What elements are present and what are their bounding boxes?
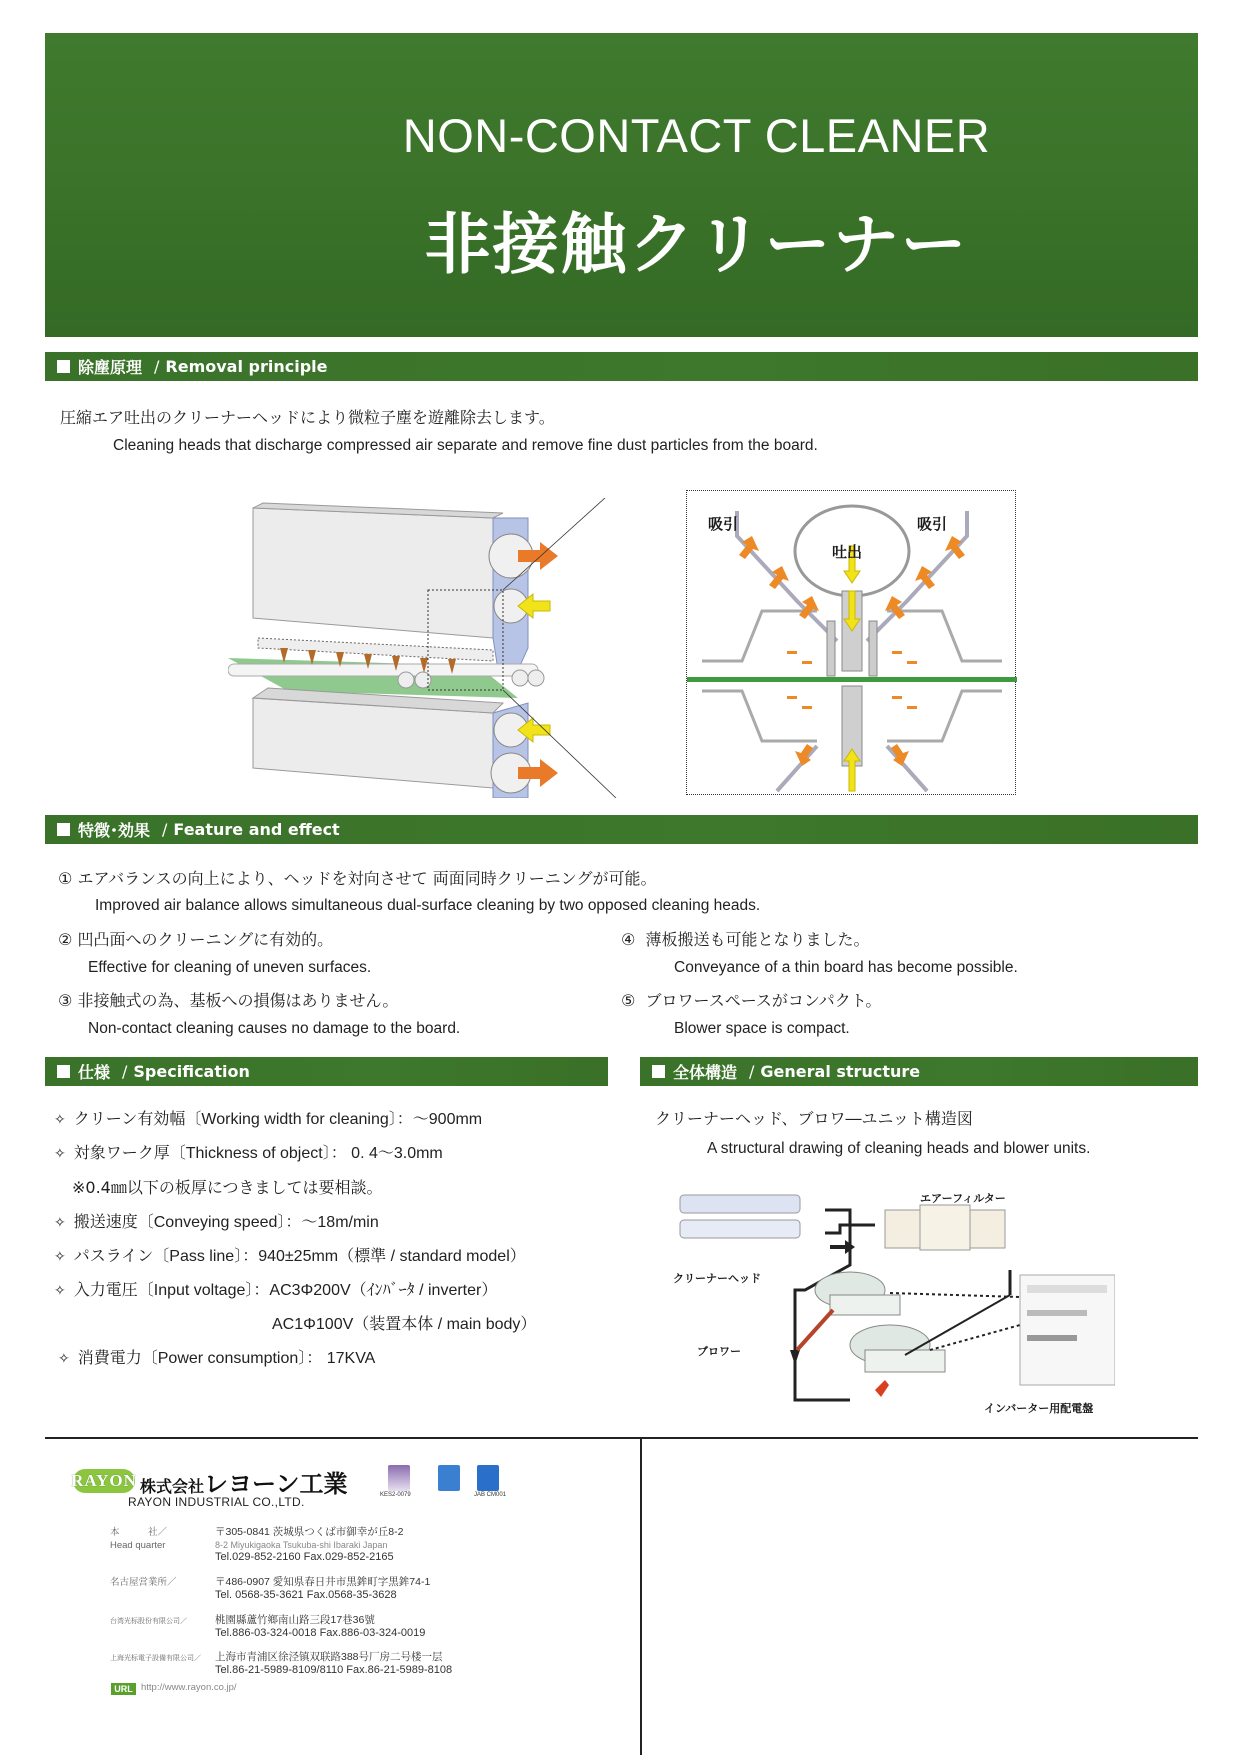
spec-working-width: ✧ クリーン有効幅〔Working width for cleaning〕：～900mm — [54, 1109, 483, 1128]
spec-thickness: ✧ 対象ワーク厚〔Thickness of object〕： 0. 4～3.0mm — [54, 1143, 443, 1162]
diamond-bullet-icon: ✧ — [54, 1112, 66, 1128]
feature-1-ja: ① エアバランスの向上により、ヘッドを対向させて 両面同時クリーニングが可能。 — [58, 869, 657, 888]
url-badge: URL — [111, 1683, 136, 1695]
office-taiwan: 台湾光标股份有限公司／ 桃園縣蘆竹鄉南山路三段17巷36號 Tel.886-03-324-0018 Fax.886-03-324-0019 — [110, 1614, 426, 1639]
diamond-bullet-icon: ✧ — [58, 1351, 70, 1367]
nozzle-cross-section-diagram — [686, 490, 1016, 795]
structure-desc-ja: クリーナーヘッド、ブロワ―ユニット構造図 — [655, 1109, 973, 1128]
removal-desc-en: Cleaning heads that discharge compressed air separate and remove fine dust particles from the board. — [113, 437, 818, 454]
iso-cert-icon — [438, 1465, 460, 1491]
section-header-structure: 全体構造 / General structure — [640, 1057, 1198, 1086]
feature-3-ja: ③ 非接触式の為、基板への損傷はありません。 — [58, 991, 399, 1010]
footer-vertical-divider — [640, 1437, 642, 1755]
office-nagoya: 名古屋営業所／ 〒486-0907 愛知県春日井市黒鉾町字黒鉾74-1 Tel. 0568-35-3621 Fax.0568-35-3628 — [110, 1576, 431, 1601]
structure-desc-en: A structural drawing of cleaning heads and blower units. — [707, 1140, 1091, 1157]
office-shanghai: 上海光标電子設備有限公司／ 上海市青浦区徐泾镇双联路388号厂房二号楼一层 Tel.86-21-5989-8109/8110 Fax.86-21-5989-8108 — [110, 1651, 453, 1676]
label-inverter-panel: インバーター用配電盤 — [984, 1402, 1094, 1415]
square-bullet-icon — [57, 360, 70, 373]
hero-banner — [45, 33, 1198, 337]
spec-input-voltage: ✧ 入力電圧〔Input voltage〕：AC3Φ200V（ｲﾝﾊﾞｰﾀ / inverter） — [54, 1280, 498, 1299]
nozzle-cross-section-svg — [687, 491, 1017, 796]
company-name-en: RAYON INDUSTRIAL CO.,LTD. — [128, 1495, 305, 1509]
feature-1-en: Improved air balance allows simultaneous dual-surface cleaning by two opposed cleaning heads. — [95, 897, 761, 914]
spec-pass-line: ✧ パスライン〔Pass line〕：940±25mm（標準 / standard model） — [54, 1246, 526, 1265]
removal-desc-ja: 圧縮エア吐出のクリーナーヘッドにより微粒子塵を遊離除去します。 — [60, 408, 555, 427]
label-blower: ブロワー — [697, 1345, 741, 1358]
spec-thickness-note: ※0.4㎜以下の板厚につきましては要相談。 — [72, 1178, 383, 1197]
feature-5-en: Blower space is compact. — [674, 1020, 850, 1037]
feature-3-en: Non-contact cleaning causes no damage to the board. — [88, 1020, 461, 1037]
section-header-removal: 除塵原理 / Removal principle — [45, 352, 1198, 381]
feature-2-ja: ② 凹凸面へのクリーニングに有効的。 — [58, 930, 334, 949]
diamond-bullet-icon: ✧ — [54, 1146, 66, 1162]
title-en: NON-CONTACT CLEANER — [402, 109, 991, 162]
kes-cert-icon — [388, 1465, 410, 1491]
label-discharge: 吐出 — [832, 543, 863, 561]
diamond-bullet-icon: ✧ — [54, 1283, 66, 1299]
label-suction-left: 吸引 — [707, 515, 738, 533]
office-headquarter: 本 社／ 〒305-0841 茨城県つくば市御幸が丘8-2 Head quarter 8-2 Miyukigaoka Tsukuba-shi Ibaraki Japan Tel.029-852-2160 Fax.029-852-2165 — [110, 1526, 404, 1563]
square-bullet-icon — [57, 1065, 70, 1078]
label-suction-right: 吸引 — [917, 515, 948, 533]
diamond-bullet-icon: ✧ — [54, 1215, 66, 1231]
jab-cert-icon — [477, 1465, 499, 1491]
feature-4-en: Conveyance of a thin board has become possible. — [674, 959, 1018, 976]
feature-4-ja: ④ 薄板搬送も可能となりました。 — [621, 930, 870, 949]
title-ja: 非接触クリーナー — [424, 206, 969, 283]
footer-divider — [45, 1437, 1198, 1439]
diamond-bullet-icon: ✧ — [54, 1249, 66, 1265]
spec-conveying-speed: ✧ 搬送速度〔Conveying speed〕：～18m/min — [54, 1212, 379, 1231]
label-air-filter: エアーフィルター — [920, 1192, 1006, 1205]
feature-2-en: Effective for cleaning of uneven surfaces. — [88, 959, 372, 976]
general-structure-diagram — [675, 1185, 1115, 1415]
feature-5-ja: ⑤ ブロワースペースがコンパクト。 — [621, 991, 882, 1010]
square-bullet-icon — [652, 1065, 665, 1078]
spec-power-consumption: ✧ 消費電力〔Power consumption〕： 17KVA — [58, 1348, 376, 1367]
rayon-logo: RAYON — [73, 1469, 135, 1493]
website-link[interactable]: http://www.rayon.co.jp/ — [141, 1682, 237, 1693]
section-header-spec: 仕様 / Specification — [45, 1057, 608, 1086]
section-header-features: 特徴･効果 / Feature and effect — [45, 815, 1198, 844]
spec-input-voltage-line2: AC1Φ100V（装置本体 / main body） — [272, 1316, 537, 1333]
square-bullet-icon — [57, 823, 70, 836]
label-cleaner-head: クリーナーヘッド — [673, 1272, 761, 1285]
company-name-ja: 株式会社レヨーン工業 — [140, 1470, 348, 1498]
